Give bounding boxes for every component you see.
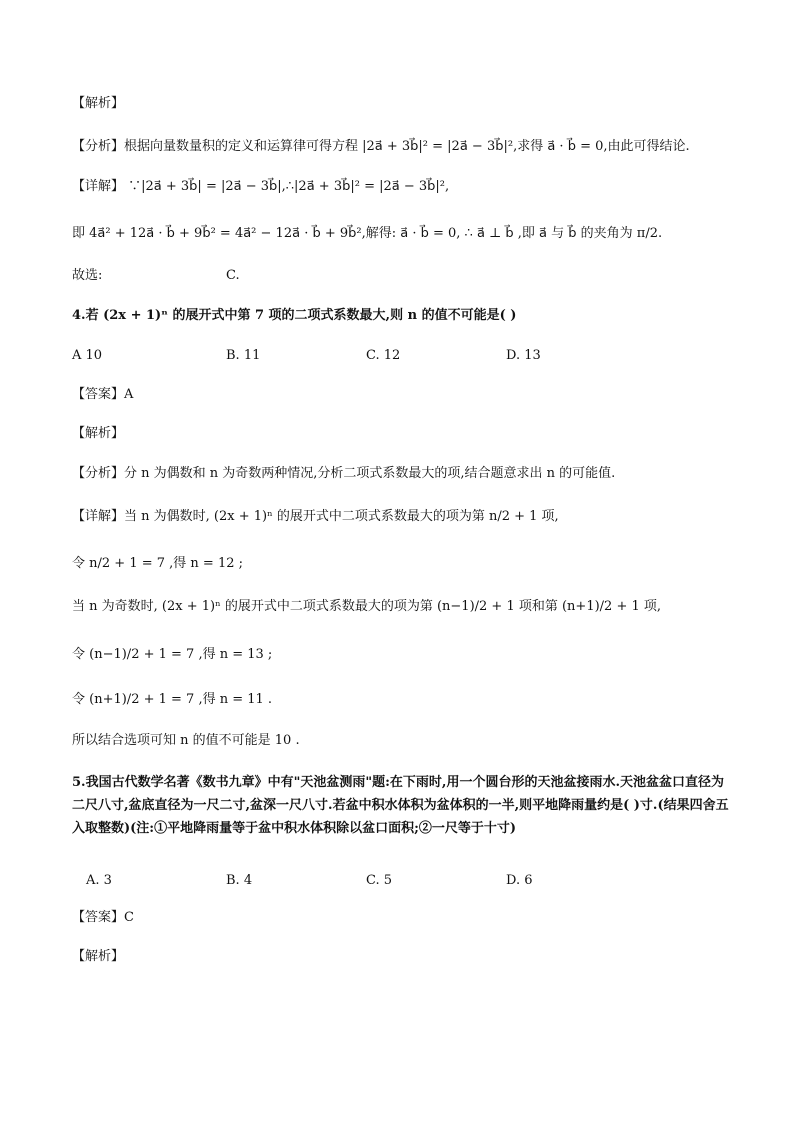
option-b: B. 4 (226, 873, 253, 888)
section-label-analysis: 【解析】 (72, 426, 125, 441)
answer-choice: C. (226, 268, 240, 283)
option-b: B. 11 (226, 348, 261, 363)
question-4: 4.若 (2x + 1)ⁿ 的展开式中第 7 项的二项式系数最大,则 n 的值不可能是( ) (72, 308, 517, 323)
answer-label: 【答案】A (72, 387, 134, 402)
solution-text-5: 令 (n+1)/2 + 1 = 7 ,得 n = 11 . (72, 692, 273, 707)
option-d: D. 13 (506, 348, 541, 363)
solution-text-1: 【详解】 ∵|2a⃗ + 3b⃗| = |2a⃗ − 3b⃗|,∴|2a⃗ + 3b⃗|² = |2a⃗ − 3b⃗|², (72, 179, 450, 194)
solution-text-2: 即 4a⃗² + 12a⃗ · b⃗ + 9b⃗² = 4a⃗² − 12a⃗ · b⃗ + 9b⃗²,解得: a⃗ · b⃗ = 0, ∴ a⃗ ⊥ b⃗ ,即 a⃗ 与 b⃗ 的夹角为 π/2. (72, 226, 663, 241)
solution-text-2: 令 n/2 + 1 = 7 ,得 n = 12 ; (72, 556, 243, 571)
option-c: C. 5 (366, 873, 393, 888)
answer-label: 【答案】C (72, 910, 134, 925)
option-a: A 10 (72, 348, 103, 363)
answer-prefix: 故选: (72, 268, 103, 283)
analysis-text: 【分析】分 n 为偶数和 n 为奇数两种情况,分析二项式系数最大的项,结合题意求出 n 的可能值. (72, 466, 616, 481)
option-d: D. 6 (506, 873, 533, 888)
question-5: 5.我国古代数学名著《数书九章》中有"天池盆测雨"题:在下雨时,用一个圆台形的天池盆接雨水.天池盆盆口直径为二尺八寸,盆底直径为一尺二寸,盆深一尺八寸.若盆中积水体积为盆体积的一半,则平地降雨量约是( )寸.(结果四舍五入取整数)(注:①平地降雨量等于盆中积水体积除以盆口面积;②一尺等于十寸) (72, 775, 729, 836)
analysis-text: 【分析】根据向量数量积的定义和运算律可得方程 |2a⃗ + 3b⃗|² = |2a⃗ − 3b⃗|²,求得 a⃗ · b⃗ = 0,由此可得结论. (72, 139, 690, 154)
section-label-analysis: 【解析】 (72, 96, 125, 111)
conclusion-text: 所以结合选项可知 n 的值不可能是 10 . (72, 733, 300, 748)
option-a: A. 3 (86, 873, 112, 888)
solution-text-4: 令 (n−1)/2 + 1 = 7 ,得 n = 13 ; (72, 647, 273, 662)
option-c: C. 12 (366, 348, 401, 363)
section-label-analysis: 【解析】 (72, 949, 125, 964)
solution-text-1: 【详解】当 n 为偶数时, (2x + 1)ⁿ 的展开式中二项式系数最大的项为第 n/2 + 1 项, (72, 509, 559, 524)
solution-text-3: 当 n 为奇数时, (2x + 1)ⁿ 的展开式中二项式系数最大的项为第 (n−1)/2 + 1 项和第 (n+1)/2 + 1 项, (72, 599, 662, 614)
